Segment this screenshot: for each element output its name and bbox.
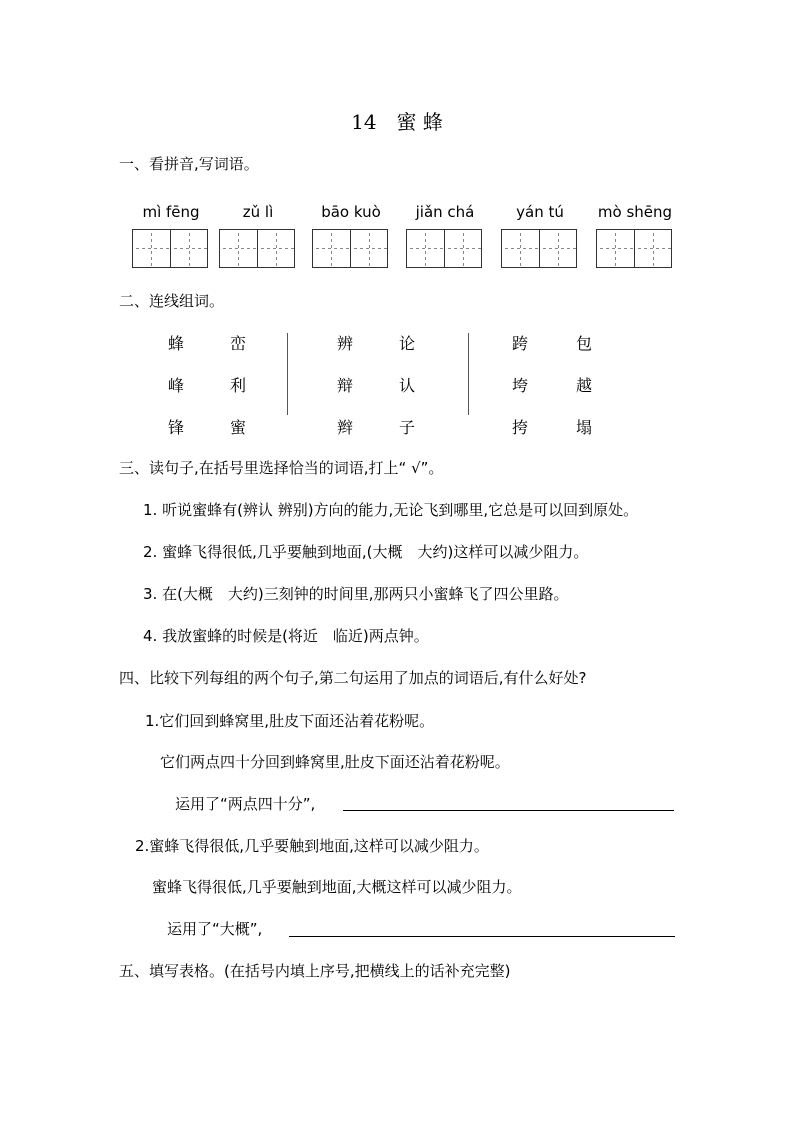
answer-prefix: 运用了“大概”, (167, 920, 263, 938)
page-title: 14 蜜 蜂 (351, 110, 443, 134)
comparison-sentence-b: 它们两点四十分回到蜂窝里,肚皮下面还沾着花粉呢。 (160, 753, 510, 771)
match-char[interactable]: 峰 (168, 376, 185, 395)
comparison-sentence-a: 1.它们回到蜂窝里,肚皮下面还沾着花粉呢。 (145, 712, 435, 730)
match-char[interactable]: 塌 (576, 418, 593, 437)
writing-grid[interactable] (501, 229, 577, 268)
match-char[interactable]: 挎 (512, 418, 529, 437)
sentence-item: 2. 蜜蜂飞得很低,几乎要触到地面,(大概 大约)这样可以减少阻力。 (143, 543, 589, 561)
group-divider (468, 333, 469, 415)
match-char[interactable]: 认 (399, 376, 416, 395)
pinyin-label: zǔ lì (242, 203, 274, 221)
sentence-item: 1. 听说蜜蜂有(辨认 辨别)方向的能力,无论飞到哪里,它总是可以回到原处。 (143, 501, 639, 519)
answer-line[interactable] (343, 810, 674, 811)
section-3-heading: 三、读句子,在括号里选择恰当的词语,打上“ √”。 (119, 459, 444, 477)
sentence-item: 4. 我放蜜蜂的时候是(将近 临近)两点钟。 (143, 627, 429, 645)
pinyin-label: bāo kuò (321, 203, 381, 221)
match-char[interactable]: 辨 (337, 334, 354, 353)
sentence-item: 3. 在(大概 大约)三刻钟的时间里,那两只小蜜蜂飞了四公里路。 (143, 585, 569, 603)
writing-grid[interactable] (219, 229, 295, 268)
match-char[interactable]: 锋 (168, 418, 185, 437)
match-char[interactable]: 峦 (230, 334, 247, 353)
answer-prefix: 运用了“两点四十分”, (175, 795, 316, 813)
writing-grid[interactable] (596, 229, 672, 268)
section-5-heading: 五、填写表格。(在括号内填上序号,把横线上的话补充完整) (119, 962, 511, 980)
comparison-sentence-b: 蜜蜂飞得很低,几乎要触到地面,大概这样可以减少阻力。 (152, 878, 522, 896)
match-char[interactable]: 蜂 (168, 334, 185, 353)
writing-grid[interactable] (312, 229, 388, 268)
writing-grid[interactable] (132, 229, 208, 268)
answer-line[interactable] (289, 936, 675, 937)
match-char[interactable]: 包 (576, 334, 593, 353)
writing-grid[interactable] (406, 229, 482, 268)
match-char[interactable]: 垮 (512, 376, 529, 395)
match-char[interactable]: 利 (230, 376, 247, 395)
match-char[interactable]: 蜜 (230, 418, 247, 437)
match-char[interactable]: 跨 (512, 334, 529, 353)
section-4-heading: 四、比较下列每组的两个句子,第二句运用了加点的词语后,有什么好处? (119, 669, 587, 687)
match-char[interactable]: 辩 (337, 376, 354, 395)
match-char[interactable]: 辫 (337, 418, 354, 437)
pinyin-label: yán tú (516, 203, 564, 221)
section-1-heading: 一、看拼音,写词语。 (119, 155, 259, 173)
group-divider (287, 333, 288, 415)
match-char[interactable]: 子 (399, 418, 416, 437)
pinyin-label: mò shēng (597, 203, 673, 221)
match-char[interactable]: 越 (576, 376, 593, 395)
comparison-sentence-a: 2.蜜蜂飞得很低,几乎要触到地面,这样可以减少阻力。 (135, 837, 489, 855)
section-2-heading: 二、连线组词。 (119, 292, 225, 310)
pinyin-label: mì fēng (142, 203, 200, 221)
pinyin-label: jiǎn chá (415, 203, 475, 221)
match-char[interactable]: 论 (399, 334, 416, 353)
